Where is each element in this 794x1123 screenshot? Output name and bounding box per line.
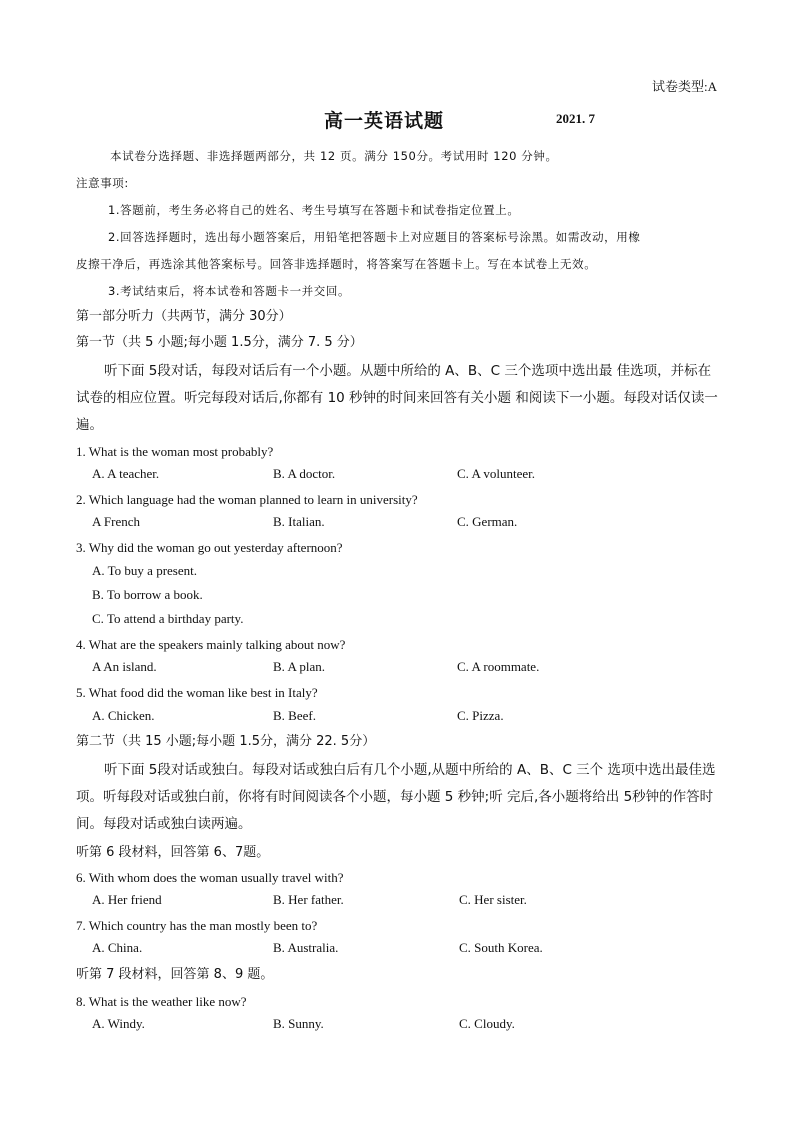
exam-date: 2021. 7 [556,111,595,126]
section2-heading: 第二节（共 15 小题;每小题 1.5分，满分 22. 5分） [76,734,376,749]
title-row [0,106,794,136]
material-6-heading: 听第 6 段材料，回答第 6、7题。 [76,845,270,860]
question-6-option-a: A. Her friend [92,892,162,907]
question-8-stem: 8. What is the weather like now? [76,994,247,1009]
notice-2: 2.回答选择题时，选出每小题答案后，用铅笔把答题卡上对应题目的答案标号涂黑。如需改动，用橡 [108,230,641,244]
section2-instructions: 听下面 5段对话或独白。每段对话或独白后有几个小题,从题中所给的 A、B、C 三个 选项中选出最佳选项。听每段对话或独白前，你将有时间阅读各个小题，每小题 5 秒钟;听 完后,各小题将给出 5秒钟的作答时间。每段对话或独白读两遍。 [76,762,716,832]
question-1-option-c: C. A volunteer. [457,466,535,481]
question-5-option-a: A. Chicken. [92,708,155,723]
question-4-option-b: B. A plan. [273,659,326,674]
section1-heading: 第一节（共 5 小题;每小题 1.5分，满分 7. 5 分） [76,335,363,350]
question-2-option-b: B. Italian. [273,514,325,529]
question-4-option-a: A An island. [92,659,157,674]
notice-heading: 注意事项: [76,176,129,190]
question-3-option-b: B. To borrow a book. [92,587,203,602]
question-4-option-c: C. A roommate. [457,659,540,674]
question-6-option-c: C. Her sister. [459,892,527,907]
question-3-stem: 3. Why did the woman go out yesterday afternoon? [76,540,343,555]
question-7-option-b: B. Australia. [273,940,339,955]
notice-2-cont: 皮擦干净后，再选涂其他答案标号。回答非选择题时，将答案写在答题卡上。写在本试卷上无效。 [76,257,597,271]
question-6-option-b: B. Her father. [273,892,344,907]
question-1-stem: 1. What is the woman most probably? [76,444,274,459]
question-6-stem: 6. With whom does the woman usually travel with? [76,870,344,885]
question-8-option-a: A. Windy. [92,1016,145,1031]
question-2-stem: 2. Which language had the woman planned to learn in university? [76,492,418,507]
question-8-option-c: C. Cloudy. [459,1016,515,1031]
section1-instructions: 听下面 5段对话，每段对话后有一个小题。从题中所给的 A、B、C 三个选项中选出最 佳选项，并标在试卷的相应位置。听完每段对话后,你都有 10 秒钟的时间来回答有关小题 和阅读下一小题。每段对话仅读一遍。 [76,363,718,433]
intro-text: 本试卷分选择题、非选择题两部分，共 12 页。满分 150分。考试用时 120 分钟。 [110,149,558,163]
question-1-option-a: A. A teacher. [92,466,160,481]
question-2-option-c: C. German. [457,514,518,529]
question-4-stem: 4. What are the speakers mainly talking about now? [76,637,346,652]
notice-1: 1.答题前，考生务必将自己的姓名、考生号填写在答题卡和试卷指定位置上。 [108,203,520,217]
notice-3: 3.考试结束后，将本试卷和答题卡一并交回。 [108,284,351,298]
question-3-option-a: A. To buy a present. [92,563,197,578]
question-7-option-a: A. China. [92,940,143,955]
question-2-option-a: A French [92,514,141,529]
part1-heading: 第一部分听力（共两节，满分 30分） [76,309,292,324]
question-3-option-c: C. To attend a birthday party. [92,611,244,626]
material-7-heading: 听第 7 段材料，回答第 8、9 题。 [76,967,274,982]
question-5-stem: 5. What food did the woman like best in Italy? [76,685,318,700]
question-5-option-b: B. Beef. [273,708,316,723]
question-7-option-c: C. South Korea. [459,940,543,955]
question-1-option-b: B. A doctor. [273,466,336,481]
page-title: 高一英语试题 [324,111,445,132]
question-7-stem: 7. Which country has the man mostly been to? [76,918,318,933]
question-5-option-c: C. Pizza. [457,708,504,723]
paper-type-label: 试卷类型:A [651,79,717,94]
question-8-option-b: B. Sunny. [273,1016,324,1031]
